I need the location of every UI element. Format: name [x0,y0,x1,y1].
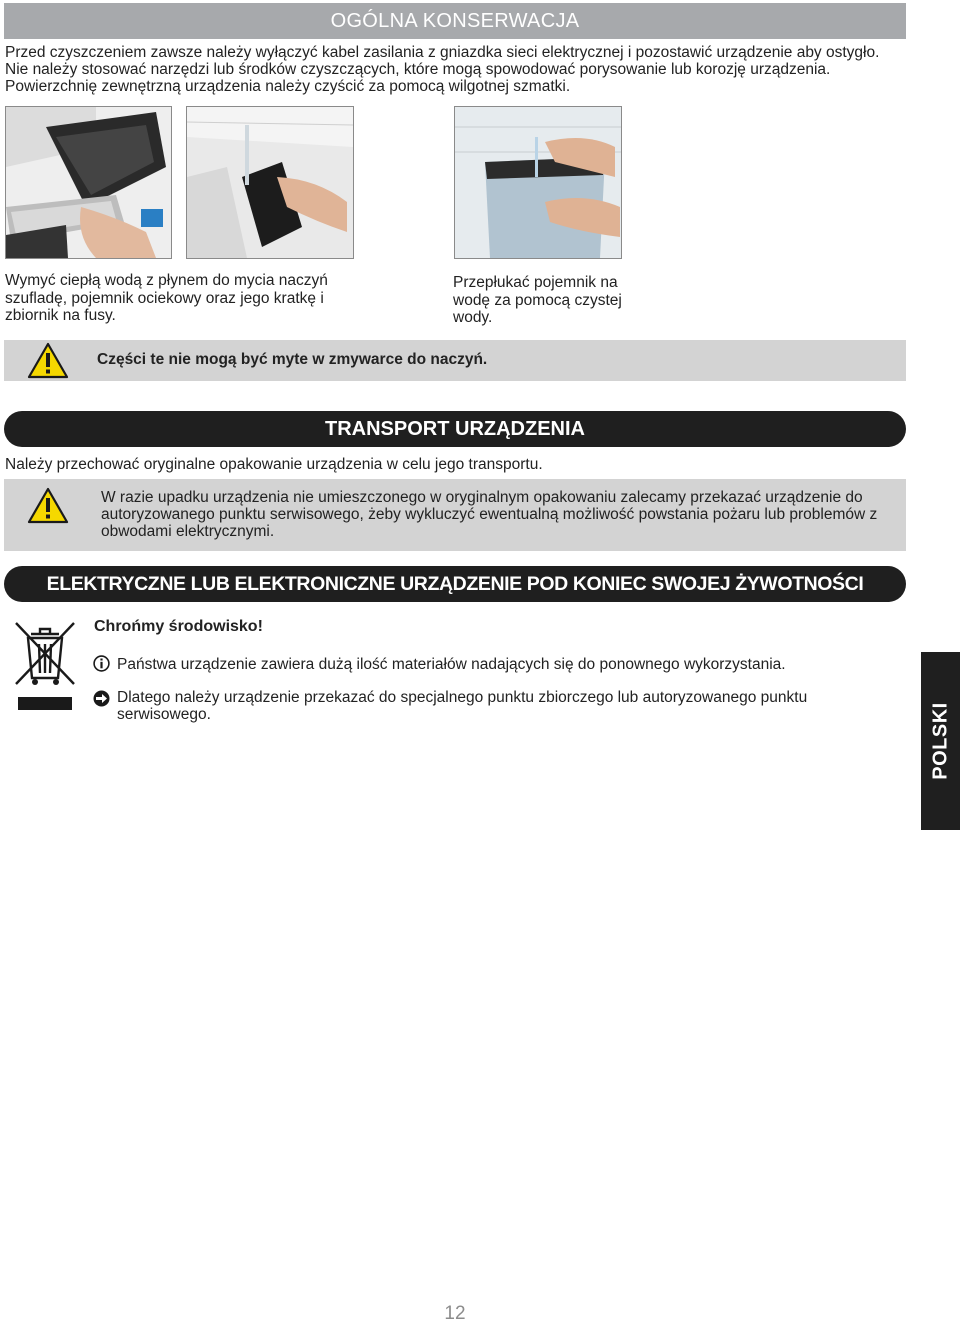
warning-transport-text: W razie upadku urządzenia nie umieszczonego w oryginalnym opakowaniu zalecamy przekazać urządzenie do autoryzowanego punktu serwisowego, żeby wykluczyć ewentualną możliwość powstania pożaru lub problemów z obwodami elektrycznymi. [101,489,878,540]
page-number: 12 [444,1303,466,1324]
photo-grounds-container [186,106,354,259]
transport-text: Należy przechować oryginalne opakowanie urządzenia w celu jego transportu. [5,456,543,473]
warning-dishwasher-text: Części te nie mogą być myte w zmywarce do naczyń. [97,351,488,368]
photo-drip-tray [5,106,172,259]
warning-dishwasher-box [4,340,906,381]
caption-rinse-tank: Przepłukać pojemnik na wodę za pomocą czystej wody. [453,274,622,326]
language-tab [921,652,960,830]
caption-wash-parts: Wymyć ciepłą wodą z płynem do mycia naczyń szufladę, pojemnik ociekowy oraz jego kratkę i zbiornik na fusy. [5,272,328,324]
photo-water-tank [454,106,622,259]
eol-info-text: Państwa urządzenie zawiera dużą ilość materiałów nadających się do ponownego wykorzystania. [117,656,786,673]
warning-triangle-icon [27,487,69,524]
arrow-right-icon [93,690,110,707]
eol-heading: Chrońmy środowisko! [94,618,263,635]
eol-arrow-text: Dlatego należy urządzenie przekazać do specjalnego punktu zbiorczego lub autoryzowanego punktu serwisowego. [117,689,808,723]
warning-transport-box [4,479,906,551]
general-intro-text: Przed czyszczeniem zawsze należy wyłączyć kabel zasilania z gniazdka sieci elektrycznej i pozostawić urządzenie aby ostygło. Nie należy stosować narzędzi lub środków czyszczących, które mogą spowodować porysowanie lub korozję urządzenia. Powierzchnię zewnętrzną urządzenia należy czyścić za pomocą wilgotnej szmatki. [5,44,880,95]
section-title-transport: TRANSPORT URZĄDZENIA [4,411,906,447]
info-icon [93,655,110,672]
crossed-bin-icon [13,618,77,712]
section-title-eol: ELEKTRYCZNE LUB ELEKTRONICZNE URZĄDZENIE POD KONIEC SWOJEJ ŻYWOTNOŚCI [4,566,906,602]
section-title-general: OGÓLNA KONSERWACJA [4,3,906,39]
language-tab-label: POLSKI [929,702,951,780]
warning-triangle-icon [27,342,69,379]
